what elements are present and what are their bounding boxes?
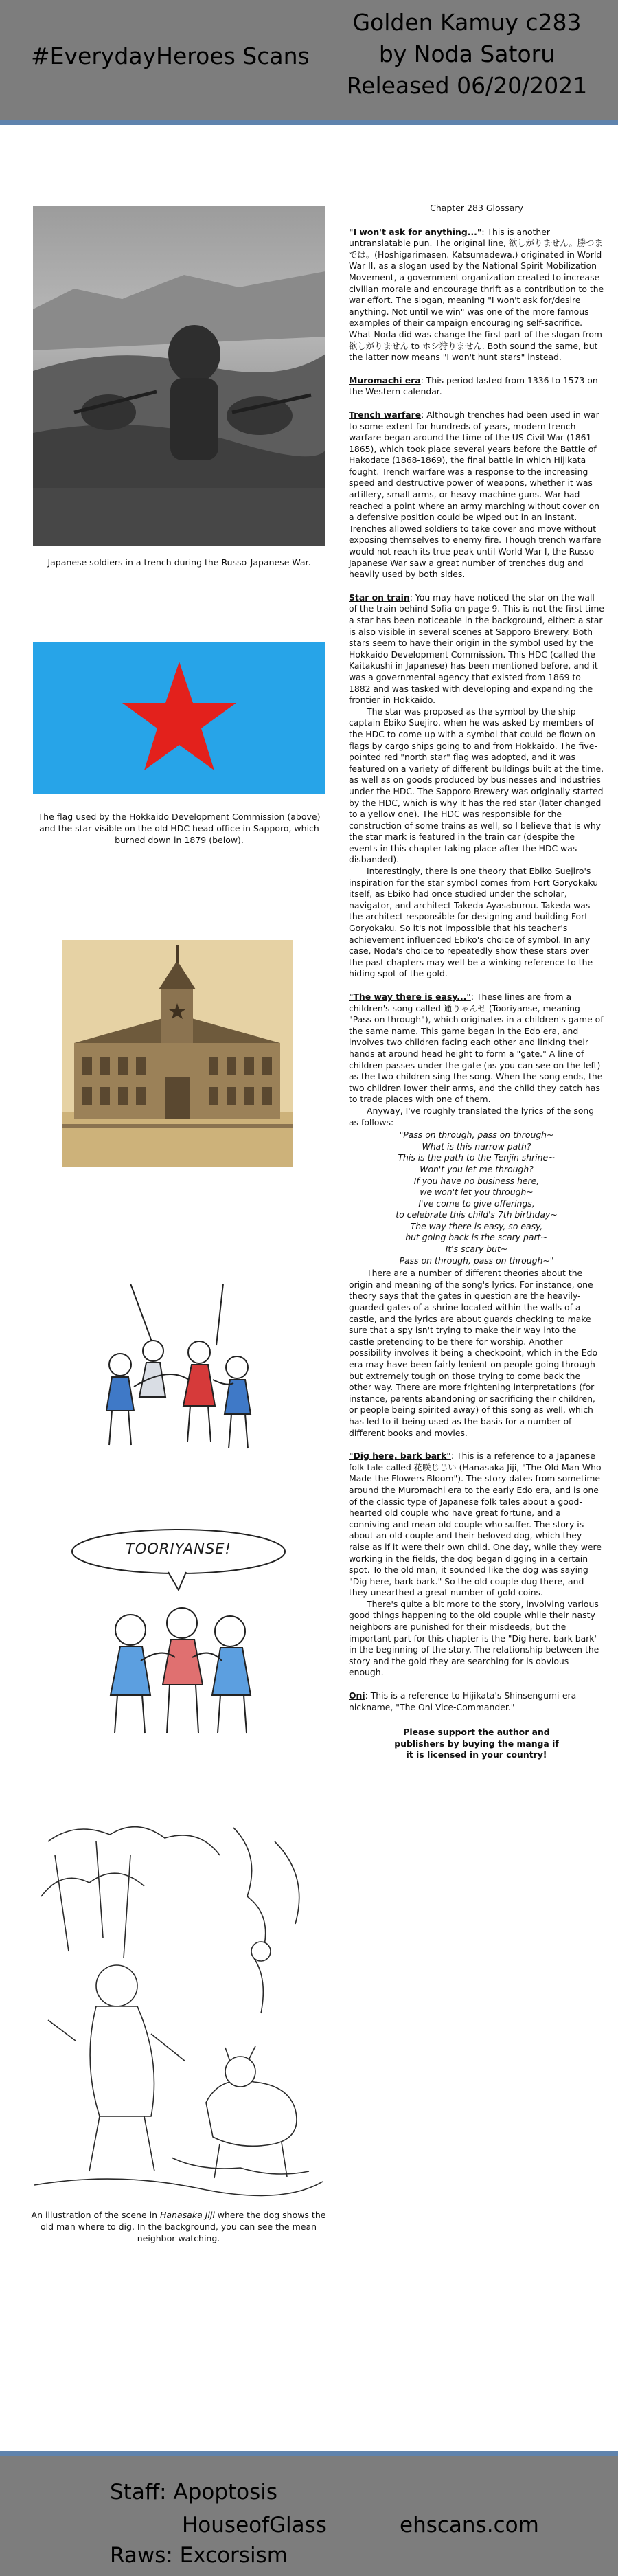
lyric-line: "Pass on through, pass on through~ <box>399 1130 554 1141</box>
glossary <box>349 203 604 1761</box>
entry-dig-here-p2: There's quite a bit more to the story, involving various good things happening to the old couple while their nasty neighbors are punished for their misdeeds, but the important part for this chapter is the "Dig here, bark bark" in the beginning of the story. The relationship between the story and the gold they are searching for is obvious enough. <box>349 1598 599 1678</box>
hdc-office-photo <box>62 940 293 1167</box>
release-title: Golden Kamuy c283 <box>352 9 582 36</box>
staff-credit-2: HouseofGlass <box>182 2513 327 2538</box>
entry-star-on-train-p2: The star was proposed as the symbol by the ship captain Ebiko Suejiro, when he was asked by members of the HDC to come up with a symbol that could be flown on flags by cargo ships going to and from Hokkaido. The five-pointed red "north star" flag was adopted, and it was featured on a variety of different buildings built at the time, as well as on goods produced by businesses and industries under the HDC. The Sapporo Brewery was originally started by the HDC, which is why it has the red star (later changed to a yellow one). The HDC was responsible for the construction of some trains as well, so I believe that is why the star mark is featured in the train car (despite the events in this chapter taking place after the HDC was disbanded). <box>349 706 604 865</box>
entry-star-on-train-p3: Interestingly, there is one theory that Ebiko Suejiro's inspiration for the star symbol comes from Fort Goryokaku itself, as Ebiko had once studied under the scholar, navigator, and architect Takeda Ayasaburou. Takeda was the architect responsible for designing and building Fort Goryokaku. So it's not impossible that his teacher's achievement influenced Ebiko's choice of symbol. In any case, Noda's choice to repeatedly show these stars over the past chapters may well be a winking reference to the hiding spot of the gold. <box>349 866 599 979</box>
scan-group-tag: #EverydayHeroes Scans <box>31 43 310 69</box>
footer-edge <box>0 2451 618 2456</box>
release-info <box>323 7 611 102</box>
trench-photo <box>33 206 325 546</box>
release-date: Released 06/20/2021 <box>346 72 588 99</box>
staff-credit: Staff: Apoptosis <box>110 2480 278 2505</box>
header-edge <box>0 120 618 125</box>
lyric-line: It's scary but~ <box>445 1244 508 1255</box>
lyric-line: Pass on through, pass on through~" <box>399 1255 554 1266</box>
flag-caption: The flag used by the Hokkaido Development Commission (above) and the star visible on the old HDC head office in Sapporo, which burned down in 1879 (below). <box>38 811 321 845</box>
hdc-flag <box>33 642 325 794</box>
tooriyanse-bubble-text: TOORIYANSE! <box>126 1541 231 1557</box>
lyric-line: but going back is the scary part~ <box>405 1232 548 1243</box>
lyric-line: Won't you let me through? <box>420 1163 534 1174</box>
hanasaka-caption: An illustration of the scene in Hanasaka Jiji where the dog shows the old man where to dig. In the background, you can see the mean neighbor watching. <box>31 2210 326 2243</box>
trench-caption: Japanese soldiers in a trench during the Russo-Japanese War. <box>47 557 311 568</box>
lyric-line: to celebrate this child's 7th birthday~ <box>396 1209 558 1220</box>
glossary-title: Chapter 283 Glossary <box>430 203 523 213</box>
lyric-line: If you have no business here, <box>413 1175 540 1186</box>
lyric-line: The way there is easy, so easy, <box>410 1220 543 1231</box>
entry-way-there-p2: Anyway, I've roughly translated the lyrics of the song as follows: <box>349 1105 595 1128</box>
entry-star-on-train: Star on train: You may have noticed the star on the wall of the train behind Sofia on page 9. This is not the first time a star has been noticeable in the background, either: a star is also visible in several scenes at Sapporo Brewery. Both stars seem to have their origin in the symbol used by the Hokkaido Development Commission. This HDC (called the Kaitakushi in Japanese) has been mentioned before, and it was a governmental agency that existed from 1869 to 1882 and was tasked with developing and expanding the frontier in Hokkaido. <box>349 592 604 706</box>
entry-way-there-p3: There are a number of different theories about the origin and meaning of the song's lyrics. For instance, one theory says that the gates in question are the heavily-guarded gates of a shrine located within the walls of a castle, and the lyrics are about guards checking to make sure that a spy isn't trying to make their way into the castle pretending to be there for worship. Another possibility involves it being a checkpoint, which in the Edo era may have been fairly lenient on people going through but extremely tough on those trying to come back the other way. There are more frightening interpretations (for instance, parents abandoning or sacrificing their children, or people being spirited away) of this song as well, which has led to it being used as the basis for a number of different books and movies. <box>349 1268 598 1438</box>
footer-band <box>0 2451 618 2576</box>
site-link[interactable]: ehscans.com <box>400 2513 539 2538</box>
song-lyrics <box>349 1130 604 1266</box>
entry-trench-warfare: Trench warfare: Although trenches had been used in war to some extent for hundreds of years, modern trench warfare began around the time of the US Civil War (1861-1865), which took place several years before the Battle of Hakodate (1868-1869), the final battle in which Hijikata fought. Trench warfare was a response to the increasing speed and destructive power of weapons, whether it was artillery, small arms, or heavy machine guns. War had reached a point where an army marching without cover on a defensive position could be wiped out in an instant. Trenches allowed soldiers to take cover and move without exposing themselves to enemy fire. Though trench warfare would not reach its true peak until World War I, the Russo-Japanese War saw a great number of trenches dug and heavily used by both sides. <box>349 409 602 580</box>
entry-dig-here: "Dig here, bark bark": This is a reference to a Japanese folk tale called 花咲じじい (Hanasaka Jiji, "The Old Man Who Made the Flowers Bloom"). The story dates from sometime around the Muromachi era to the early Edo era, and is one of the classic type of Japanese folk tales about a good-hearted old couple who have great fortune, and a conniving and mean old couple who suffer. The story is about an old couple and their beloved dog, which they raise as if it were their own child. One day, while they were working in the fields, the dog began digging in a certain spot. To the old man, it sounded like the dog was saying "Dig here, bark bark." So the old couple dug there, and they unearthed a great number of gold coins. <box>349 1451 602 1598</box>
tooriyanse-illustration <box>65 1527 292 1754</box>
hanasaka-jiji-illustration <box>34 1814 323 2199</box>
lyric-line: What is this narrow path? <box>422 1141 531 1152</box>
entry-wont-ask: "I won't ask for anything...": This is another untranslatable pun. The original line, 欲しがりません。勝つまでは。(Hoshigarimasen. Katsumadewa.) originated in World War II, as a slogan used by the National Spirit Mobilization Movement, a government organization created to increase civilian morale and encourage thrift as a contribution to the war effort. The slogan, meaning "I won't ask for/desire anything. Not until we win" was one of the more famous examples of their campaign encouraging self-sacrifice. What Noda did was change the first part of the slogan from 欲しがりません to ホシ狩りません. Both sound the same, but the latter now means "I won't hunt stars" instead. <box>349 226 604 363</box>
lyric-line: we won't let you through~ <box>420 1187 534 1198</box>
entry-oni: Oni: This is a reference to Hijikata's Shinsengumi-era nickname, "The Oni Vice-Commander." <box>349 1690 577 1712</box>
support-notice: Please support the author and publishers by buying the manga if it is licensed in your country! <box>394 1727 559 1760</box>
entry-muromachi: Muromachi era: This period lasted from 1336 to 1573 on the Western calendar. <box>349 374 598 397</box>
header-band <box>0 0 618 125</box>
lyric-line: This is the path to the Tenjin shrine~ <box>398 1152 556 1163</box>
lyric-line: I've come to give offerings, <box>418 1198 535 1209</box>
release-author: by Noda Satoru <box>378 41 556 67</box>
raws-credit: Raws: Excorsism <box>110 2543 288 2568</box>
children-game-illustration <box>79 1284 285 1462</box>
entry-way-there: "The way there is easy...": These lines are from a children's song called 通りゃんせ (Tooriyanse, meaning "Pass on through"), which originates in a children's game of the same name. This game began in the Edo era, and involves two children facing each other and linking their hands at around head height to form a "gate." A line of children passes under the gate (as you can see on the left) as the two children sing the song. When the song ends, the two children lower their arms, and the child they catch has to trade places with one of them. <box>349 992 604 1105</box>
